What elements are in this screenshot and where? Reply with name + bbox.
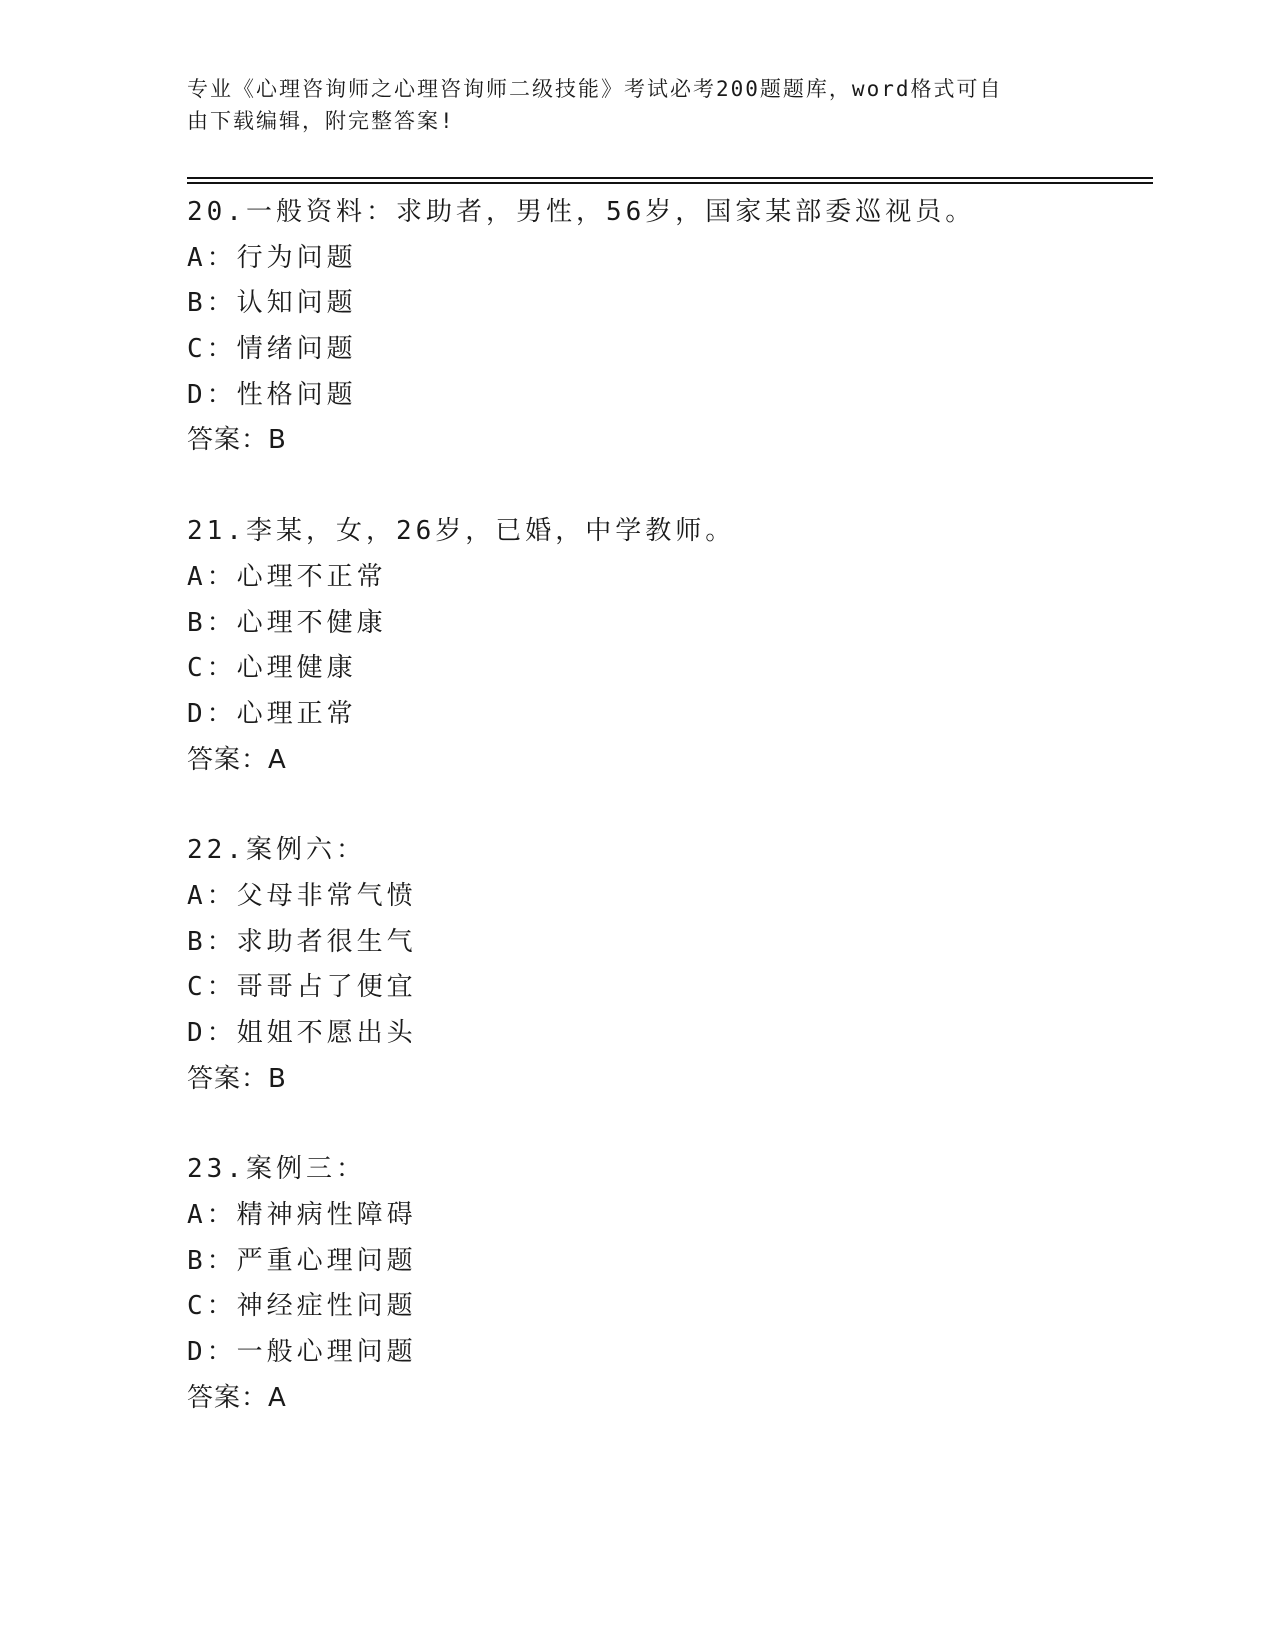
option-a: A：精神病性障碍 (187, 1200, 417, 1231)
option-b: B：求助者很生气 (187, 926, 417, 957)
question-stem: 22.案例六： (187, 835, 366, 866)
option-c: C：哥哥占了便宜 (187, 972, 417, 1003)
header-divider-top (187, 177, 1153, 179)
question-23 (187, 1147, 1147, 1421)
option-d: D：一般心理问题 (187, 1337, 417, 1368)
header-line-1: 专业《心理咨询师之心理咨询师二级技能》考试必考200题题库，word格式可自 (187, 77, 1003, 101)
option-b: B：心理不健康 (187, 607, 387, 638)
document-header (187, 73, 1067, 137)
option-d: D：心理正常 (187, 698, 357, 729)
option-d: D：性格问题 (187, 379, 357, 410)
option-a: A：心理不正常 (187, 561, 387, 592)
answer-text: 答案：A (187, 744, 287, 775)
option-c: C：情绪问题 (187, 334, 357, 365)
question-stem: 21.李某，女，26岁，已婚，中学教师。 (187, 516, 736, 547)
option-b: B：严重心理问题 (187, 1245, 417, 1276)
question-21 (187, 509, 1147, 783)
answer-text: 答案：B (187, 1063, 287, 1094)
question-list (187, 190, 1147, 1422)
option-c: C：心理健康 (187, 653, 357, 684)
option-b: B：认知问题 (187, 288, 357, 319)
question-stem: 20.一般资料：求助者，男性，56岁，国家某部委巡视员。 (187, 197, 976, 227)
answer-text: 答案：B (187, 425, 287, 456)
option-a: A：父母非常气愤 (187, 880, 417, 911)
option-d: D：姐姐不愿出头 (187, 1018, 417, 1048)
option-c: C：神经症性问题 (187, 1291, 417, 1322)
header-divider-bottom (187, 182, 1153, 184)
question-20 (187, 190, 1147, 464)
option-a: A：行为问题 (187, 242, 357, 273)
answer-text: 答案：A (187, 1382, 287, 1413)
header-line-2: 由下载编辑，附完整答案! (187, 109, 455, 133)
question-22 (187, 828, 1147, 1102)
question-stem: 23.案例三： (187, 1154, 366, 1185)
